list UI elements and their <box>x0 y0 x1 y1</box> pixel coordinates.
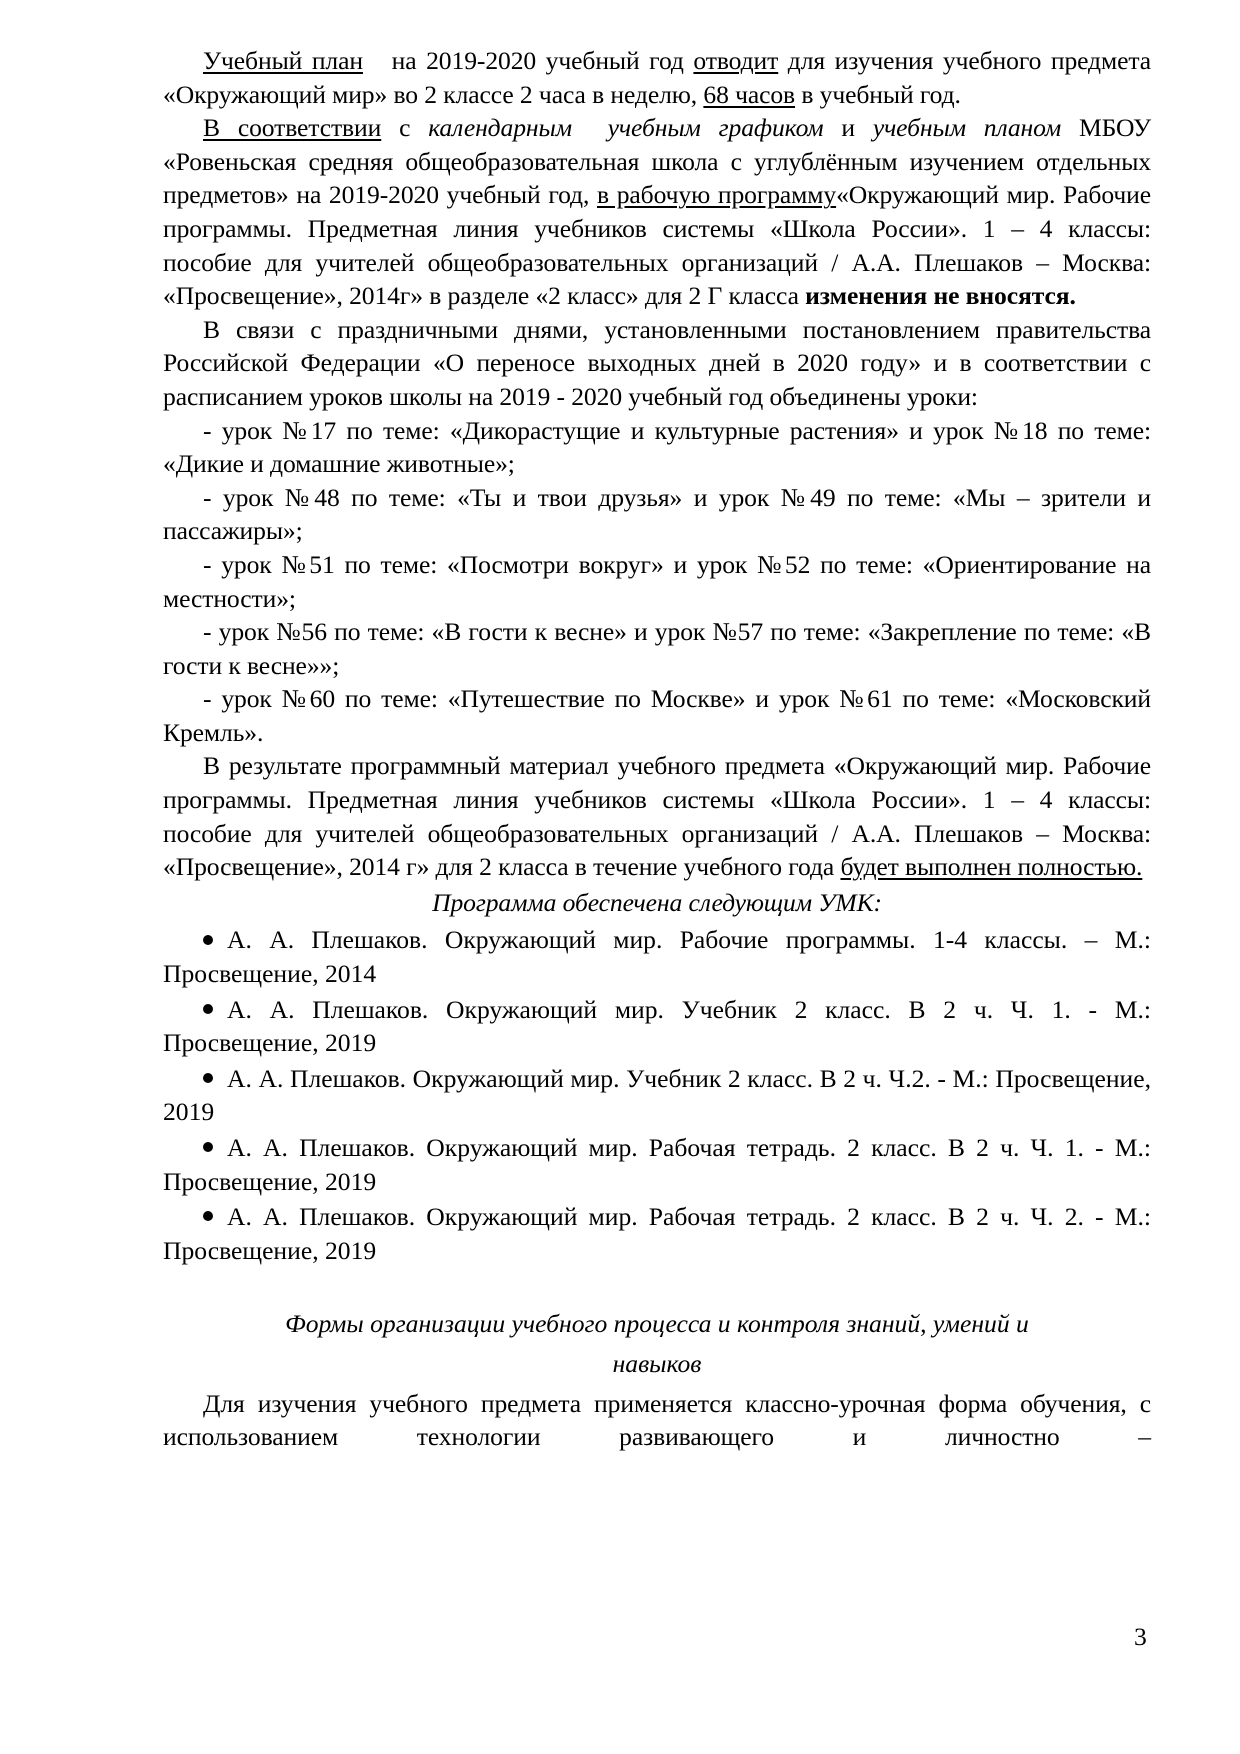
italic-text: календарным учебным графиком <box>428 113 824 143</box>
paragraph-study-plan <box>163 44 1151 111</box>
paragraph-holidays: В связи с праздничными днями, установленными постановлением правительства Российской Федерации «О переносе выходных дней в 2020 году» и в соответствии с расписанием уроков школы на 2019 - 2020 учебный год объединены уроки: <box>163 314 1151 411</box>
merged-lesson-item: - урок №60 по теме: «Путешествие по Москве» и урок №61 по теме: «Московский Кремль». <box>163 684 1151 747</box>
umk-item-text: А. А. Плешаков. Окружающий мир. Учебник 2 класс. В 2 ч. Ч. 1. - М.: Просвещение, 2019 <box>163 994 1151 1058</box>
bullet-icon <box>203 1004 213 1014</box>
umk-list-item <box>163 1200 1151 1267</box>
bold-text: изменения не вносятся. <box>805 281 1076 311</box>
text: «Окружающий мир. Рабочие программы. Предметная линия учебников системы «Школа России». 1 – 4 классы: пособие для учителей общеобразовательных организаций / А.А. Плешаков – Москва: «Просвещение», 2014г» в разделе «2 класс» для 2 Г класса <box>163 180 1151 311</box>
merged-lesson-item: - урок №56 по теме: «В гости к весне» и урок №57 по теме: «Закрепление по теме: «В гости к весне»»; <box>163 617 1151 680</box>
bullet-icon <box>203 1142 213 1152</box>
merged-lesson-item: - урок №17 по теме: «Дикорастущие и культурные растения» и урок №18 по теме: «Дикие и домашние животные»; <box>163 415 1151 479</box>
italic-text: учебным планом <box>872 113 1062 143</box>
underlined-text: Учебный план <box>203 46 363 75</box>
underlined-text: В соответствии <box>203 113 382 143</box>
text: МБОУ «Ровеньская средняя общеобразовательная школа с углублённым изучением отдельных предметов» на 2019-2020 учебный год, <box>163 113 1151 210</box>
underlined-text: в рабочую программу <box>597 180 837 210</box>
umk-list-item <box>163 1131 1151 1198</box>
umk-item-text: А. А. Плешаков. Окружающий мир. Учебник 2 класс. В 2 ч. Ч.2. - М.: Просвещение, 2019 <box>163 1063 1151 1127</box>
bullet-icon <box>203 1073 213 1083</box>
text: в учебный год. <box>795 79 961 109</box>
text: на 2019-2020 учебный год <box>362 46 694 75</box>
text: для изучения учебного предмета «Окружающий мир» во 2 классе 2 часа в неделю, <box>163 46 1151 109</box>
text: В результате программный материал учебного предмета «Окружающий мир. Рабочие программы. Предметная линия учебников системы «Школа России». 1 – 4 классы: пособие для учителей общеобразовательных организаций / А.А. Плешаков – Москва: «Просвещение», 2014 г» для 2 класса в течение учебного года <box>163 751 1151 882</box>
document-page <box>163 44 1151 1454</box>
umk-heading: Программа обеспечена следующим УМК: <box>432 887 882 917</box>
paragraph-result <box>163 749 1151 883</box>
merged-lesson-item: - урок №48 по теме: «Ты и твои друзья» и урок №49 по теме: «Мы – зрители и пассажиры»; <box>163 482 1151 546</box>
underlined-text: будет выполнен полностью. <box>840 852 1143 882</box>
umk-list-item <box>163 1062 1151 1129</box>
umk-item-text: А. А. Плешаков. Окружающий мир. Рабочая тетрадь. 2 класс. В 2 ч. Ч. 2. - М.: Просвещение, 2019 <box>163 1202 1151 1265</box>
text: с <box>381 113 429 143</box>
text: и <box>823 113 873 143</box>
merged-lesson-item: - урок №51 по теме: «Посмотри вокруг» и урок №52 по теме: «Ориентирование на местности»; <box>163 549 1151 613</box>
paragraph-forms: Для изучения учебного предмета применяется классно-урочная форма обучения, с использованием технологии развивающего и личностно – <box>163 1388 1151 1452</box>
paragraph-accordance <box>163 111 1151 313</box>
bullet-icon <box>203 935 213 945</box>
underlined-hours: 68 часов <box>703 79 796 109</box>
bullet-icon <box>203 1211 213 1221</box>
forms-heading-line2: навыков <box>612 1348 702 1378</box>
underlined-text: отводит <box>693 46 779 75</box>
spacer <box>163 1267 1151 1307</box>
page-number: 3 <box>1134 1622 1147 1651</box>
forms-heading-line1: Формы организации учебного процесса и контроля знаний, умений и <box>285 1309 1029 1339</box>
umk-item-text: А. А. Плешаков. Окружающий мир. Рабочие программы. 1-4 классы. – М.: Просвещение, 2014 <box>163 925 1151 989</box>
umk-list-item <box>163 993 1151 1060</box>
umk-item-text: А. А. Плешаков. Окружающий мир. Рабочая тетрадь. 2 класс. В 2 ч. Ч. 1. - М.: Просвещение, 2019 <box>163 1133 1151 1196</box>
umk-list-item <box>163 923 1151 990</box>
